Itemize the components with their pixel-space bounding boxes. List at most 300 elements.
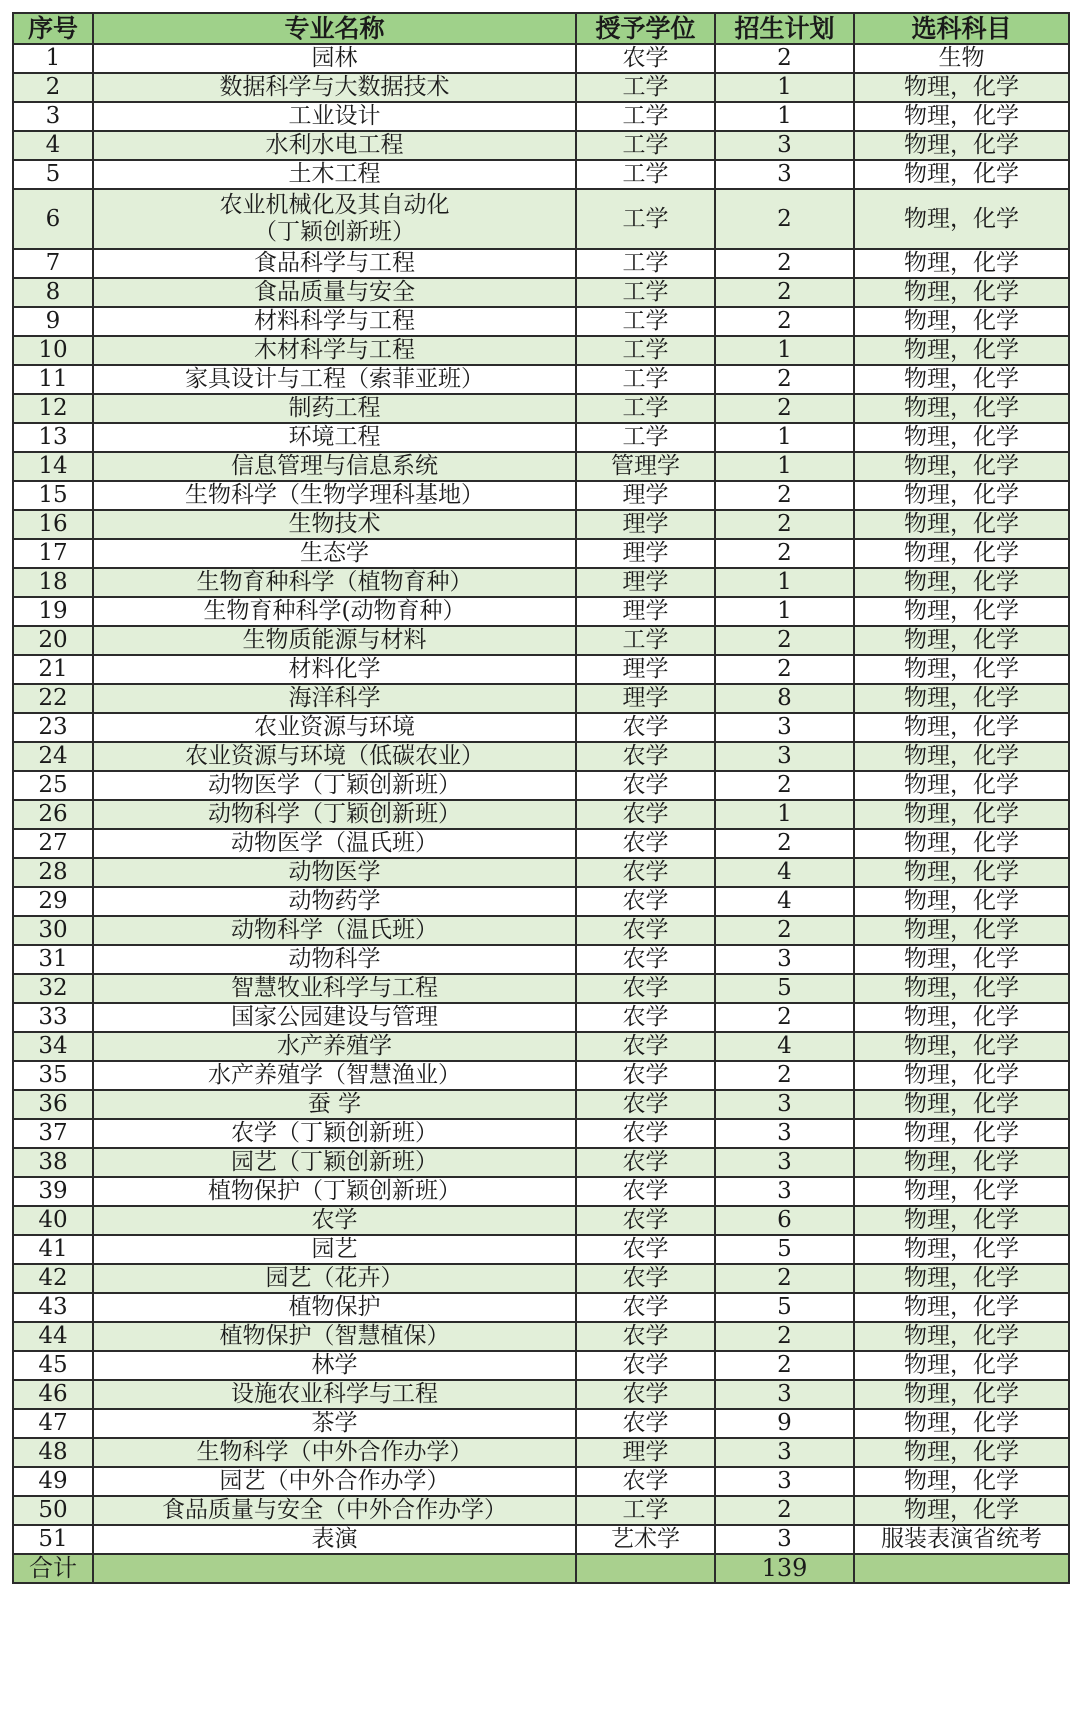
cell-plan: 2 [715,1322,854,1351]
cell-major-name: 生物质能源与材料 [93,626,576,655]
cell-degree: 工学 [576,102,715,131]
table-row [13,858,1069,887]
table-row [13,568,1069,597]
cell-no: 36 [13,1090,93,1119]
cell-plan: 2 [715,481,854,510]
cell-plan: 3 [715,1438,854,1467]
cell-degree: 理学 [576,510,715,539]
cell-no: 34 [13,1032,93,1061]
cell-major-name: 生物科学（生物学理科基地） [93,481,576,510]
cell-major-name: 环境工程 [93,423,576,452]
cell-degree: 工学 [576,423,715,452]
cell-no: 51 [13,1525,93,1554]
cell-degree: 农学 [576,887,715,916]
cell-major-name: 表演 [93,1525,576,1554]
cell-degree: 农学 [576,1061,715,1090]
cell-plan: 1 [715,568,854,597]
cell-plan: 5 [715,974,854,1003]
cell-no: 49 [13,1467,93,1496]
table-row [13,1119,1069,1148]
cell-subjects: 物理，化学 [854,278,1069,307]
cell-plan: 2 [715,916,854,945]
cell-subjects: 物理，化学 [854,1148,1069,1177]
cell-degree: 工学 [576,189,715,249]
cell-subjects: 物理，化学 [854,1380,1069,1409]
cell-degree: 工学 [576,626,715,655]
cell-degree: 农学 [576,713,715,742]
table-row [13,1206,1069,1235]
cell-no: 27 [13,829,93,858]
cell-major-name: 海洋科学 [93,684,576,713]
cell-subjects: 物理，化学 [854,481,1069,510]
cell-major-name: 植物保护（智慧植保） [93,1322,576,1351]
table-row [13,1177,1069,1206]
cell-major-name: 园林 [93,44,576,73]
cell-subjects: 物理，化学 [854,1061,1069,1090]
cell-degree: 农学 [576,829,715,858]
cell-no: 13 [13,423,93,452]
cell-no: 32 [13,974,93,1003]
cell-subjects: 物理，化学 [854,365,1069,394]
cell-degree: 工学 [576,249,715,278]
cell-major-name: 材料化学 [93,655,576,684]
cell-major-name: 家具设计与工程（索菲亚班） [93,365,576,394]
cell-degree: 理学 [576,481,715,510]
cell-major-name: 园艺（丁颖创新班） [93,1148,576,1177]
cell-degree: 农学 [576,1032,715,1061]
cell-plan: 3 [715,742,854,771]
table-row [13,829,1069,858]
cell-subjects: 物理，化学 [854,887,1069,916]
header-subjects: 选科科目 [854,13,1069,44]
cell-major-name: 农学 [93,1206,576,1235]
cell-subjects: 物理，化学 [854,1003,1069,1032]
cell-no: 43 [13,1293,93,1322]
cell-plan: 3 [715,160,854,189]
cell-plan: 3 [715,713,854,742]
cell-no: 41 [13,1235,93,1264]
enrollment-table [12,12,1070,1584]
cell-no: 29 [13,887,93,916]
table-body [13,44,1069,1583]
cell-major-name: 智慧牧业科学与工程 [93,974,576,1003]
table-row [13,510,1069,539]
table-row [13,1496,1069,1525]
table-row [13,974,1069,1003]
table-row [13,597,1069,626]
cell-subjects: 物理，化学 [854,916,1069,945]
cell-subjects: 物理，化学 [854,800,1069,829]
cell-degree: 理学 [576,1438,715,1467]
cell-subjects: 物理，化学 [854,1351,1069,1380]
cell-no: 30 [13,916,93,945]
cell-plan: 1 [715,102,854,131]
cell-subjects: 物理，化学 [854,249,1069,278]
cell-no: 17 [13,539,93,568]
table-row [13,1380,1069,1409]
cell-degree: 农学 [576,1090,715,1119]
cell-degree: 工学 [576,307,715,336]
cell-subjects: 物理，化学 [854,597,1069,626]
cell-subjects: 物理，化学 [854,102,1069,131]
cell-plan: 2 [715,626,854,655]
cell-no: 50 [13,1496,93,1525]
cell-major-name: 设施农业科学与工程 [93,1380,576,1409]
cell-plan: 3 [715,1090,854,1119]
table-row [13,1351,1069,1380]
cell-plan: 8 [715,684,854,713]
cell-degree: 农学 [576,742,715,771]
header-major-name: 专业名称 [93,13,576,44]
cell-no: 4 [13,131,93,160]
cell-no: 22 [13,684,93,713]
cell-plan: 3 [715,1177,854,1206]
cell-no: 11 [13,365,93,394]
cell-degree: 工学 [576,1496,715,1525]
cell-subjects: 物理，化学 [854,655,1069,684]
table-row [13,1148,1069,1177]
table-header [13,13,1069,44]
cell-degree: 农学 [576,1380,715,1409]
cell-no: 10 [13,336,93,365]
cell-major-name: 农业资源与环境（低碳农业） [93,742,576,771]
table-row [13,394,1069,423]
cell-plan: 2 [715,394,854,423]
cell-no: 48 [13,1438,93,1467]
cell-degree: 农学 [576,1293,715,1322]
cell-major-name: 生态学 [93,539,576,568]
cell-plan: 2 [715,771,854,800]
table-row [13,655,1069,684]
cell-plan: 3 [715,1148,854,1177]
cell-subjects: 物理，化学 [854,945,1069,974]
cell-degree: 工学 [576,394,715,423]
cell-subjects: 物理，化学 [854,742,1069,771]
table-row [13,945,1069,974]
cell-plan: 2 [715,1264,854,1293]
cell-major-name: 土木工程 [93,160,576,189]
table-row [13,102,1069,131]
cell-degree: 农学 [576,1148,715,1177]
table-row [13,916,1069,945]
cell-subjects: 物理，化学 [854,1235,1069,1264]
cell-subjects: 服装表演省统考 [854,1525,1069,1554]
table-row [13,307,1069,336]
cell-major-name: 水利水电工程 [93,131,576,160]
table-row [13,365,1069,394]
cell-plan: 5 [715,1293,854,1322]
cell-major-name: 动物科学（温氏班） [93,916,576,945]
cell-no: 16 [13,510,93,539]
cell-degree: 农学 [576,916,715,945]
cell-no: 15 [13,481,93,510]
cell-degree: 工学 [576,73,715,102]
cell-no: 9 [13,307,93,336]
cell-subjects: 物理，化学 [854,684,1069,713]
cell-major-name: 动物药学 [93,887,576,916]
cell-degree: 农学 [576,1351,715,1380]
cell-plan: 4 [715,1032,854,1061]
cell-no: 28 [13,858,93,887]
cell-major-name: 动物医学（丁颖创新班） [93,771,576,800]
cell-subjects: 物理，化学 [854,1409,1069,1438]
cell-subjects: 物理，化学 [854,307,1069,336]
cell-major-name: 园艺（花卉） [93,1264,576,1293]
cell-major-name: 水产养殖学 [93,1032,576,1061]
header-row [13,13,1069,44]
cell-major-name: 园艺（中外合作办学） [93,1467,576,1496]
cell-plan: 2 [715,44,854,73]
cell-plan: 4 [715,887,854,916]
cell-no: 38 [13,1148,93,1177]
cell-no: 18 [13,568,93,597]
cell-major-name: 材料科学与工程 [93,307,576,336]
cell-subjects: 物理，化学 [854,829,1069,858]
cell-no: 42 [13,1264,93,1293]
cell-subjects: 物理，化学 [854,974,1069,1003]
table-row [13,626,1069,655]
cell-no: 3 [13,102,93,131]
cell-degree: 农学 [576,945,715,974]
cell-degree: 农学 [576,800,715,829]
cell-subjects: 物理，化学 [854,626,1069,655]
cell-major-name: 国家公园建设与管理 [93,1003,576,1032]
cell-no: 1 [13,44,93,73]
cell-plan: 1 [715,452,854,481]
cell-no: 35 [13,1061,93,1090]
cell-no: 14 [13,452,93,481]
cell-plan: 5 [715,1235,854,1264]
table-row [13,1322,1069,1351]
cell-major-name: 动物医学（温氏班） [93,829,576,858]
cell-plan: 2 [715,189,854,249]
cell-degree: 工学 [576,278,715,307]
cell-no: 12 [13,394,93,423]
cell-major-name: 农业资源与环境 [93,713,576,742]
header-degree: 授予学位 [576,13,715,44]
cell-subjects: 物理，化学 [854,1119,1069,1148]
cell-degree: 农学 [576,858,715,887]
cell-plan: 2 [715,1003,854,1032]
table-row [13,160,1069,189]
cell-major-name-line1: 农业机械化及其自动化 [219,192,450,218]
cell-subjects: 物理，化学 [854,1032,1069,1061]
cell-subjects: 生物 [854,44,1069,73]
cell-major-name: 水产养殖学（智慧渔业） [93,1061,576,1090]
cell-major-name: 生物科学（中外合作办学） [93,1438,576,1467]
cell-degree: 农学 [576,1264,715,1293]
total-label: 合计 [13,1554,93,1583]
cell-major-name: 蚕 学 [93,1090,576,1119]
cell-major-name-line2: （丁颖创新班） [254,219,415,245]
cell-degree: 工学 [576,336,715,365]
table-row [13,684,1069,713]
cell-degree: 农学 [576,1322,715,1351]
cell-plan: 2 [715,829,854,858]
cell-degree: 管理学 [576,452,715,481]
cell-subjects: 物理，化学 [854,452,1069,481]
table-row [13,44,1069,73]
cell-degree: 农学 [576,1177,715,1206]
cell-plan: 3 [715,1525,854,1554]
cell-major-name: 动物科学（丁颖创新班） [93,800,576,829]
cell-plan: 2 [715,307,854,336]
header-plan: 招生计划 [715,13,854,44]
cell-degree: 艺术学 [576,1525,715,1554]
cell-no: 31 [13,945,93,974]
header-no: 序号 [13,13,93,44]
cell-no: 21 [13,655,93,684]
cell-plan: 2 [715,655,854,684]
cell-plan: 3 [715,1380,854,1409]
cell-major-name: 信息管理与信息系统 [93,452,576,481]
cell-degree: 农学 [576,1206,715,1235]
cell-degree: 农学 [576,1235,715,1264]
cell-degree: 农学 [576,1119,715,1148]
cell-subjects: 物理，化学 [854,1467,1069,1496]
total-empty-name [93,1554,576,1583]
table-row [13,1293,1069,1322]
cell-subjects: 物理，化学 [854,1438,1069,1467]
table-row [13,131,1069,160]
cell-subjects: 物理，化学 [854,423,1069,452]
table-row [13,1438,1069,1467]
table-row [13,1467,1069,1496]
cell-degree: 理学 [576,684,715,713]
table-row [13,800,1069,829]
cell-no: 47 [13,1409,93,1438]
cell-subjects: 物理，化学 [854,1206,1069,1235]
table-row [13,1264,1069,1293]
cell-no: 39 [13,1177,93,1206]
table-row [13,1090,1069,1119]
cell-subjects: 物理，化学 [854,131,1069,160]
table-row [13,1003,1069,1032]
table-row [13,481,1069,510]
cell-subjects: 物理，化学 [854,1264,1069,1293]
cell-degree: 农学 [576,771,715,800]
cell-degree: 理学 [576,597,715,626]
table-row [13,1235,1069,1264]
enrollment-table-container [12,12,1068,1584]
cell-degree: 农学 [576,1003,715,1032]
cell-major-name: 农学（丁颖创新班） [93,1119,576,1148]
cell-plan: 1 [715,423,854,452]
table-row [13,539,1069,568]
cell-plan: 1 [715,336,854,365]
cell-subjects: 物理，化学 [854,510,1069,539]
cell-plan: 1 [715,800,854,829]
cell-subjects: 物理，化学 [854,858,1069,887]
cell-major-name: 植物保护（丁颖创新班） [93,1177,576,1206]
cell-plan: 2 [715,539,854,568]
cell-degree: 工学 [576,365,715,394]
cell-subjects: 物理，化学 [854,1322,1069,1351]
cell-major-name: 植物保护 [93,1293,576,1322]
cell-plan: 1 [715,73,854,102]
table-row [13,73,1069,102]
cell-no: 44 [13,1322,93,1351]
table-row [13,1525,1069,1554]
cell-subjects: 物理，化学 [854,539,1069,568]
cell-no: 19 [13,597,93,626]
cell-no: 20 [13,626,93,655]
cell-major-name: 数据科学与大数据技术 [93,73,576,102]
table-row [13,1032,1069,1061]
total-empty-degree [576,1554,715,1583]
cell-no: 33 [13,1003,93,1032]
cell-plan: 1 [715,597,854,626]
table-row [13,336,1069,365]
cell-no: 40 [13,1206,93,1235]
cell-degree: 理学 [576,655,715,684]
cell-plan: 2 [715,278,854,307]
table-row [13,249,1069,278]
cell-plan: 2 [715,1351,854,1380]
cell-degree: 农学 [576,44,715,73]
cell-major-name: 生物技术 [93,510,576,539]
cell-major-name: 食品质量与安全（中外合作办学） [93,1496,576,1525]
cell-major-name: 园艺 [93,1235,576,1264]
cell-no: 45 [13,1351,93,1380]
cell-major-name: 林学 [93,1351,576,1380]
cell-subjects: 物理，化学 [854,771,1069,800]
cell-plan: 3 [715,1119,854,1148]
cell-degree: 工学 [576,160,715,189]
cell-no: 46 [13,1380,93,1409]
total-row [13,1554,1069,1583]
cell-plan: 2 [715,510,854,539]
cell-plan: 6 [715,1206,854,1235]
cell-plan: 3 [715,945,854,974]
cell-no: 25 [13,771,93,800]
cell-no: 37 [13,1119,93,1148]
cell-degree: 农学 [576,1409,715,1438]
cell-degree: 农学 [576,974,715,1003]
cell-subjects: 物理，化学 [854,1090,1069,1119]
cell-major-name: 生物育种科学（植物育种） [93,568,576,597]
cell-major-name [93,189,576,249]
cell-no: 2 [13,73,93,102]
cell-plan: 2 [715,1496,854,1525]
total-empty-subjects [854,1554,1069,1583]
table-row [13,771,1069,800]
cell-subjects: 物理，化学 [854,713,1069,742]
cell-major-name: 工业设计 [93,102,576,131]
cell-subjects: 物理，化学 [854,1496,1069,1525]
cell-plan: 2 [715,365,854,394]
table-row [13,423,1069,452]
table-row [13,1061,1069,1090]
cell-degree: 理学 [576,568,715,597]
cell-major-name: 食品科学与工程 [93,249,576,278]
cell-subjects: 物理，化学 [854,1293,1069,1322]
cell-no: 7 [13,249,93,278]
cell-subjects: 物理，化学 [854,1177,1069,1206]
cell-no: 6 [13,189,93,249]
table-row [13,452,1069,481]
total-plan: 139 [715,1554,854,1583]
table-row [13,713,1069,742]
cell-subjects: 物理，化学 [854,73,1069,102]
cell-subjects: 物理，化学 [854,189,1069,249]
cell-no: 26 [13,800,93,829]
cell-plan: 2 [715,1061,854,1090]
table-row [13,189,1069,249]
cell-no: 8 [13,278,93,307]
cell-degree: 工学 [576,131,715,160]
cell-no: 23 [13,713,93,742]
